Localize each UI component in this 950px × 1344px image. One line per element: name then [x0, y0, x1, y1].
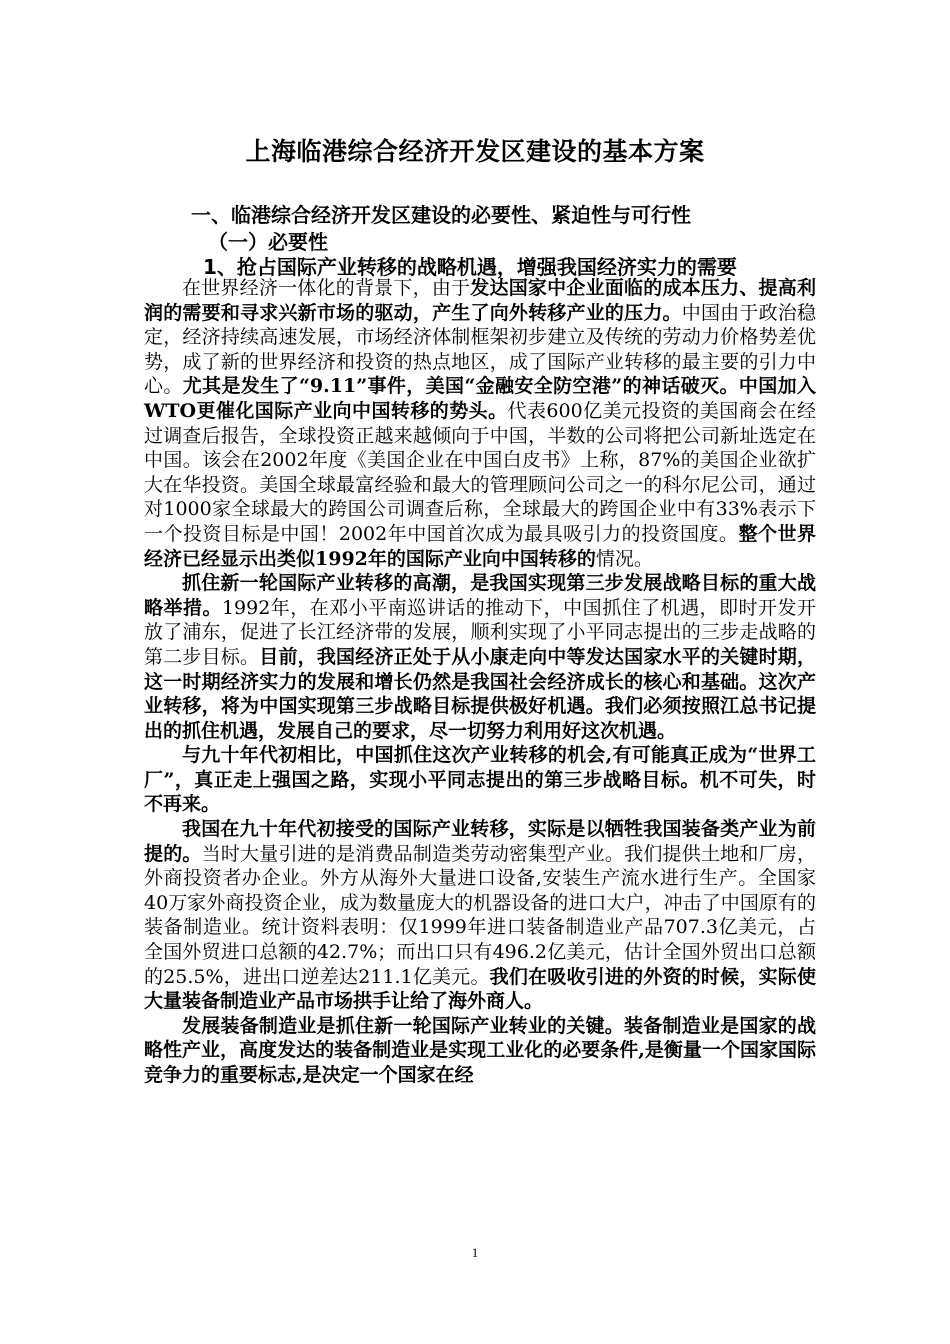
- section-heading: 一、临港综合经济开发区建设的必要性、紧迫性与可行性: [191, 203, 691, 227]
- subsection-heading: （一）必要性: [208, 230, 328, 254]
- text-run: 代表600亿美元投资的美国商会在经过调查后报告，全球投资正越来越倾向于中国，半数的公司将把公司新址选定在中国。该会在2002年度《美国企业在中国白皮书》上称，87%的美国企业欲扩大在华投资。美国全球最富经验和最大的管理顾问公司之一的科尔尼公司，通过对1000家全球最大的跨国公司调查后称，全球最大的跨国企业中有33%表示下一个投资目标是中国！2002年中国首次成为最具吸引力的投资国度。: [144, 399, 816, 545]
- bold-text-run: 与九十年代初相比，中国抓住这次产业转移的机会,有可能真正成为“世界工厂”，真正走上强国之路，实现小平同志提出的第三步战略目标。机不可失，时不再来。: [144, 744, 816, 816]
- bold-text-run: 尤其是发生了“9.11”事件，美国“金融安全防空港”的神话破灭。中国加入WTO更催化国际产业向中国转移的势头。: [144, 375, 816, 422]
- text-run: 在世界经济一体化的背景下，由于: [182, 277, 471, 299]
- bold-text-run: 发展装备制造业是抓住新一轮国际产业转业的关键。装备制造业是国家的战略性产业，高度发达的装备制造业是实现工业化的必要条件,是衡量一个国家国际竞争力的重要标志,是决定一个国家在经: [144, 1014, 816, 1086]
- paragraph: [144, 276, 816, 571]
- paragraph: [144, 1014, 816, 1088]
- paragraph: [144, 743, 816, 817]
- bold-text-run: 整个世界经济已经显示出类似1992年的国际产业向中国转移的: [144, 522, 816, 570]
- document-title: 上海临港综合经济开发区建设的基本方案: [245, 137, 705, 166]
- paragraph: [144, 817, 816, 1014]
- body-text: [144, 276, 816, 1088]
- bold-text-run: 我们在吸收引进的外资的时候，实际使大量装备制造业产品市场拱手让给了海外商人。: [144, 965, 816, 1013]
- text-run: 当时大量引进的是消费品制造类劳动密集型产业。我们提供土地和厂房，外商投资者办企业。外方从海外大量进口设备,安装生产流水进行生产。全国家40万家外商投资企业，成为数量庞大的机器设备的进口大户，冲击了中国原有的装备制造业。统计资料表明：仅1999年进口装备制造业产品707.3亿美元，占全国外贸进口总额的42.7%；而出口只有496.2亿美元，估计全国外贸出口总额的25.5%，进出口逆差达211.1亿美元。: [144, 842, 816, 988]
- bold-text-run: 发达国家中企业面临的成本压力、提高利润的需要和寻求兴新市场的驱动，产生了向外转移产业的压力。: [144, 277, 816, 324]
- paragraph: [144, 571, 816, 743]
- item-heading: 1、抢占国际产业转移的战略机遇，增强我国经济实力的需要: [203, 255, 737, 279]
- text-run: 1992年，在邓小平南巡讲话的推动下，中国抓住了机遇，即时开发开放了浦东，促进了长江经济带的发展，顺利实现了小平同志提出的三步走战略的第二步目标。: [144, 596, 816, 668]
- page-number: 1: [471, 1245, 479, 1260]
- text-run: 中国由于政治稳定，经济持续高速发展，市场经济体制框架初步建立及传统的劳动力价格势差优势，成了新的世界经济和投资的热点地区，成了国际产业转移的最主要的引力中心。: [144, 301, 816, 398]
- bold-text-run: 我国在九十年代初接受的国际产业转移，实际是以牺牲我国装备类产业为前提的。: [144, 818, 816, 865]
- bold-text-run: 抓住新一轮国际产业转移的高潮，是我国实现第三步发展战略目标的重大战略举措。: [144, 572, 816, 619]
- text-run: 情况。: [595, 547, 653, 570]
- bold-text-run: 目前，我国经济正处于从小康走向中等发达国家水平的关键时期，这一时期经济实力的发展和增长仍然是我国社会经济成长的核心和基础。这次产业转移，将为中国实现第三步战略目标提供极好机遇。我们必须按照江总书记提出的抓住机遇，发展自己的要求，尽一切努力利用好这次机遇。: [144, 645, 816, 742]
